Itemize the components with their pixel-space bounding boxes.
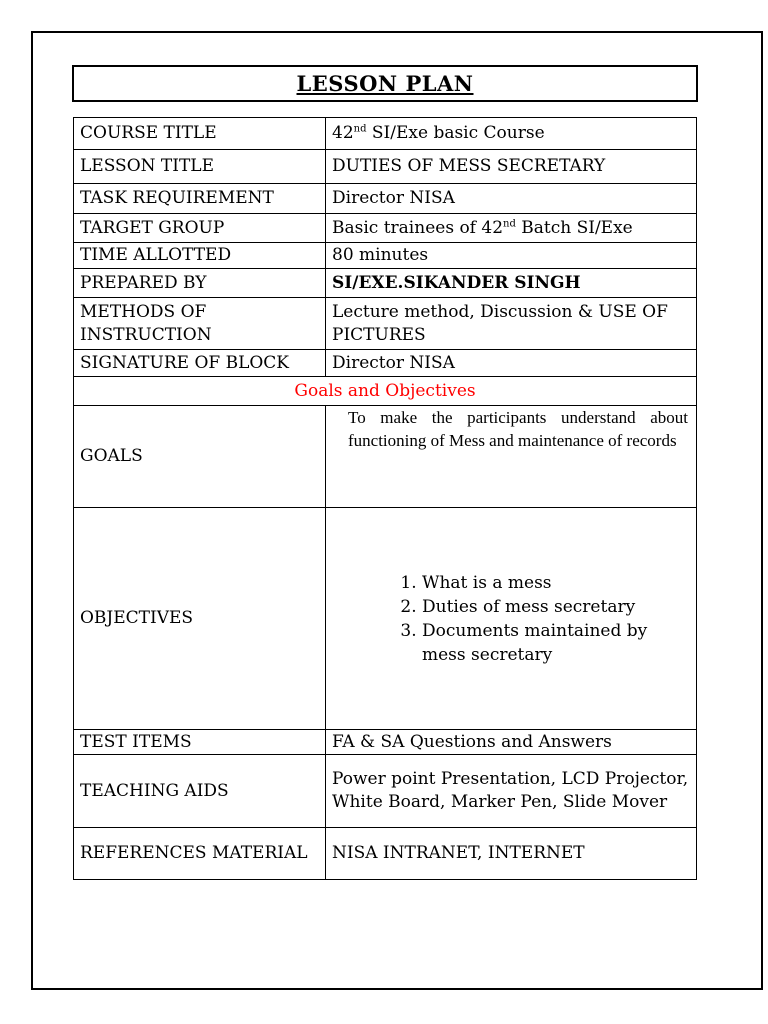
- row-label: TEACHING AIDS: [74, 755, 326, 828]
- row-label: TARGET GROUP: [74, 214, 326, 243]
- row-label: REFERENCES MATERIAL: [74, 828, 326, 880]
- superscript: nd: [353, 123, 367, 135]
- table-row: [74, 406, 697, 508]
- list-item: 3. Documents maintained by mess secretary: [422, 619, 690, 667]
- table-row: [74, 350, 697, 377]
- section-header-row: [74, 377, 697, 406]
- value-text: SI/Exe basic Course: [366, 123, 545, 143]
- row-value: [326, 118, 697, 150]
- row-label: LESSON TITLE: [74, 150, 326, 184]
- title-box: [72, 65, 698, 102]
- page-title: LESSON PLAN: [296, 71, 474, 96]
- table-row: [74, 755, 697, 828]
- table-row: [74, 214, 697, 243]
- row-value: [326, 214, 697, 243]
- objectives-cell: [326, 508, 697, 730]
- row-value: DUTIES OF MESS SECRETARY: [326, 150, 697, 184]
- row-value: 80 minutes: [326, 243, 697, 269]
- row-label: OBJECTIVES: [74, 508, 326, 730]
- row-label: METHODS OF INSTRUCTION: [74, 298, 326, 350]
- section-header: Goals and Objectives: [74, 377, 697, 406]
- row-value: SI/EXE.SIKANDER SINGH: [326, 269, 697, 298]
- table-row: [74, 150, 697, 184]
- table-row: [74, 298, 697, 350]
- table-row: [74, 508, 697, 730]
- row-label: SIGNATURE OF BLOCK: [74, 350, 326, 377]
- row-label: TIME ALLOTTED: [74, 243, 326, 269]
- row-value: FA & SA Questions and Answers: [326, 730, 697, 755]
- list-item: 1. What is a mess: [422, 571, 690, 595]
- table-row: [74, 730, 697, 755]
- row-label: GOALS: [74, 406, 326, 508]
- objectives-list: [332, 571, 690, 667]
- row-value: NISA INTRANET, INTERNET: [326, 828, 697, 880]
- row-label: PREPARED BY: [74, 269, 326, 298]
- table-row: [74, 828, 697, 880]
- row-label: COURSE TITLE: [74, 118, 326, 150]
- table-row: [74, 118, 697, 150]
- goals-text: To make the participants understand about functioning of Mess and maintenance of records: [326, 406, 697, 508]
- row-value: Lecture method, Discussion & USE OF PICTURES: [326, 298, 697, 350]
- row-label: TASK REQUIREMENT: [74, 184, 326, 214]
- row-value: Director NISA: [326, 184, 697, 214]
- table-row: [74, 269, 697, 298]
- row-value: Director NISA: [326, 350, 697, 377]
- table-row: [74, 184, 697, 214]
- lesson-plan-table: [73, 117, 697, 880]
- value-text: Basic trainees of 42: [332, 217, 504, 238]
- row-value: Power point Presentation, LCD Projector, White Board, Marker Pen, Slide Mover: [326, 755, 697, 828]
- superscript: nd: [503, 217, 516, 229]
- value-text: 42: [332, 123, 354, 143]
- list-item: 2. Duties of mess secretary: [422, 595, 690, 619]
- table-row: [74, 243, 697, 269]
- row-label: TEST ITEMS: [74, 730, 326, 755]
- value-text: Batch SI/Exe: [515, 217, 633, 238]
